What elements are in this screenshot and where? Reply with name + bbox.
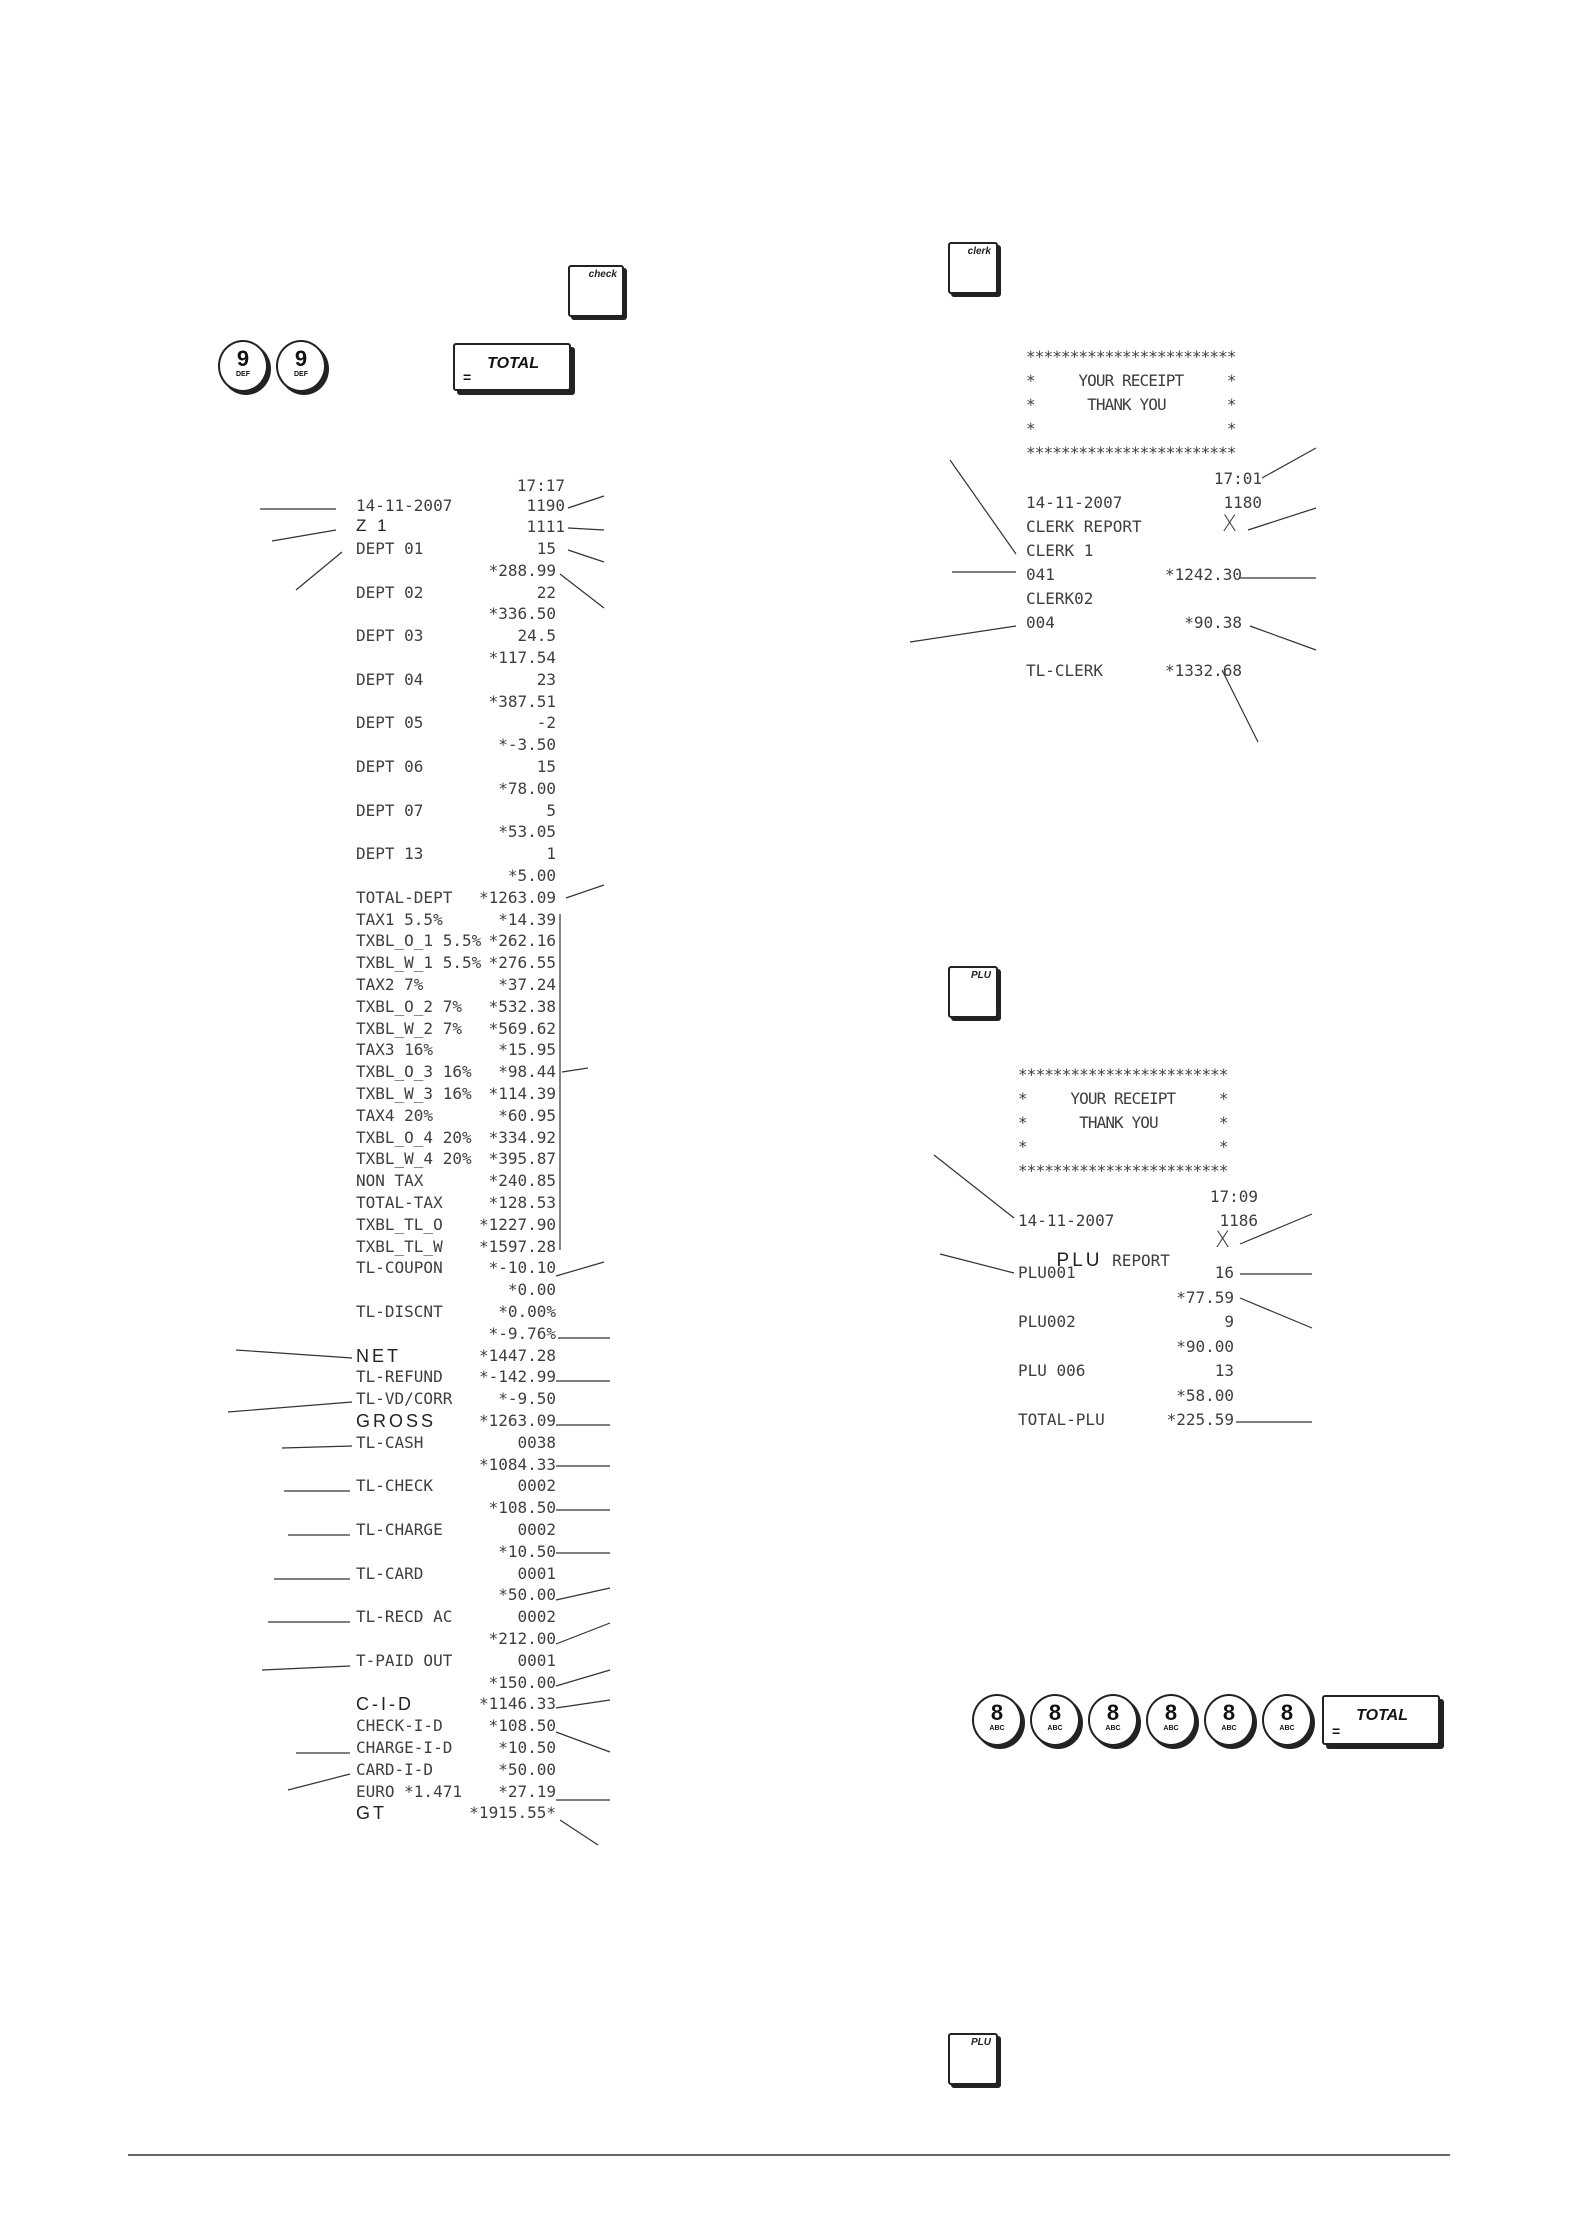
z-row-label: CHECK-I-D bbox=[356, 1716, 443, 1735]
z-row-value: *1146.33 bbox=[478, 1694, 556, 1713]
clerk-row-label: 041 bbox=[1026, 565, 1055, 584]
z-row-label: TAX3 16% bbox=[356, 1040, 434, 1059]
plu-row-label: TOTAL-PLU bbox=[1018, 1410, 1105, 1429]
z-row-value: *-10.10 bbox=[488, 1258, 556, 1277]
z-row-value: *569.62 bbox=[488, 1019, 556, 1038]
z-row-value: *240.85 bbox=[488, 1171, 556, 1190]
eight-key-digit: 8 bbox=[1222, 1700, 1236, 1725]
z-row-value: *288.99 bbox=[488, 561, 556, 580]
clerk-key-label: clerk bbox=[967, 246, 991, 257]
z-row-value: *1084.33 bbox=[478, 1455, 556, 1474]
eight-key-sub: ABC bbox=[989, 1725, 1005, 1732]
z-row-label: TAX4 20% bbox=[356, 1106, 434, 1125]
z-row-value: *262.16 bbox=[488, 931, 556, 950]
z-row-label: DEPT 05 bbox=[356, 713, 424, 732]
nine-key-digit: 9 bbox=[294, 346, 308, 371]
z-row-label: TL-DISCNT bbox=[356, 1302, 443, 1321]
plu-x-mark: X bbox=[1215, 1228, 1231, 1253]
z-row-value: *1447.28 bbox=[478, 1346, 556, 1365]
nine-key-sub: DEF bbox=[236, 371, 250, 378]
z-row-value: -2 bbox=[536, 713, 556, 732]
plu-title-big: PLU bbox=[1056, 1250, 1103, 1271]
z-row-label: TXBL_W_1 5.5% bbox=[356, 953, 482, 972]
z-row-label: TOTAL-TAX bbox=[356, 1193, 443, 1212]
z-row-value: 0038 bbox=[517, 1433, 556, 1452]
z-row-value: *10.50 bbox=[498, 1542, 556, 1561]
z-row-label: TL-RECD AC bbox=[356, 1607, 453, 1626]
eight-key-sub: ABC bbox=[1105, 1725, 1121, 1732]
z-row-value: *387.51 bbox=[488, 692, 556, 711]
z-row-value: *-9.50 bbox=[498, 1389, 556, 1408]
z-label: Z 1 bbox=[356, 516, 390, 535]
z-row-label: TL-CHARGE bbox=[356, 1520, 443, 1539]
z-row-value: 24.5 bbox=[517, 626, 556, 645]
eight-key-digit: 8 bbox=[1048, 1700, 1062, 1725]
eight-key-sub: ABC bbox=[1279, 1725, 1295, 1732]
clerk-row-label: CLERK 1 bbox=[1026, 541, 1094, 560]
clerk-header-line: * * bbox=[1026, 419, 1236, 438]
plu-row-value: *225.59 bbox=[1166, 1410, 1234, 1429]
z-row-label: TXBL_TL_O bbox=[356, 1215, 443, 1234]
total-key-label: TOTAL bbox=[487, 355, 539, 372]
eight-key-digit: 8 bbox=[1164, 1700, 1178, 1725]
z-row-label: TAX2 7% bbox=[356, 975, 424, 994]
z-row-label: GROSS bbox=[356, 1411, 437, 1431]
z-row-value: *1227.90 bbox=[478, 1215, 556, 1234]
plu-header-line: * THANK YOU * bbox=[1018, 1113, 1228, 1132]
z-row-value: *1263.09 bbox=[478, 1411, 556, 1430]
eight-key-digit: 8 bbox=[1280, 1700, 1294, 1725]
eight-key-digit: 8 bbox=[990, 1700, 1004, 1725]
z-row-label: EURO *1.471 bbox=[356, 1782, 462, 1801]
plu-row-value: 13 bbox=[1214, 1361, 1234, 1380]
z-row-label: DEPT 01 bbox=[356, 539, 424, 558]
total-key-label: TOTAL bbox=[1356, 1707, 1408, 1724]
clerk-row-label: 004 bbox=[1026, 613, 1055, 632]
plu-row-label: PLU 006 bbox=[1018, 1361, 1086, 1380]
z-row-label: C-I-D bbox=[356, 1694, 414, 1714]
z-row-value: *14.39 bbox=[498, 910, 556, 929]
z-row-value: 0002 bbox=[517, 1476, 556, 1495]
clerk-row-value: *90.38 bbox=[1184, 613, 1242, 632]
z-date: 14-11-2007 bbox=[356, 496, 453, 515]
z-row-value: *1263.09 bbox=[478, 888, 556, 907]
clerk-row-label: TL-CLERK bbox=[1026, 661, 1104, 680]
z-row-value: *1915.55* bbox=[469, 1803, 556, 1822]
z-row-value: 0002 bbox=[517, 1607, 556, 1626]
z-row-value: *276.55 bbox=[488, 953, 556, 972]
z-row-value: 0001 bbox=[517, 1564, 556, 1583]
z-row-value: *53.05 bbox=[498, 822, 556, 841]
z-row-value: *-3.50 bbox=[498, 735, 556, 754]
clerk-row-value: *1332.68 bbox=[1164, 661, 1242, 680]
z-row-label: TL-CASH bbox=[356, 1433, 424, 1452]
z-row-value: 15 bbox=[536, 757, 556, 776]
z-row-label: DEPT 03 bbox=[356, 626, 424, 645]
z-row-label: TXBL_O_1 5.5% bbox=[356, 931, 482, 950]
plu-row-label: PLU001 bbox=[1018, 1263, 1076, 1282]
z-row-label: TXBL_O_4 20% bbox=[356, 1128, 472, 1147]
z-row-label: TXBL_W_3 16% bbox=[356, 1084, 472, 1103]
plu-date: 14-11-2007 bbox=[1018, 1211, 1115, 1230]
nine-key-sub: DEF bbox=[294, 371, 308, 378]
z-row-value: *212.00 bbox=[488, 1629, 556, 1648]
z-row-label: TOTAL-DEPT bbox=[356, 888, 453, 907]
z-row-label: TXBL_O_3 16% bbox=[356, 1062, 472, 1081]
z-row-value: 22 bbox=[536, 583, 556, 602]
z-row-label: TXBL_W_2 7% bbox=[356, 1019, 462, 1038]
plu-header-line: * * bbox=[1018, 1137, 1228, 1156]
z-row-label: DEPT 02 bbox=[356, 583, 424, 602]
z-row-label: TXBL_O_2 7% bbox=[356, 997, 462, 1016]
clerk-header-line: * THANK YOU * bbox=[1026, 395, 1236, 414]
clerk-header-line: * YOUR RECEIPT * bbox=[1026, 371, 1236, 390]
z-row-label: NON TAX bbox=[356, 1171, 424, 1190]
z-row-value: *5.00 bbox=[507, 866, 556, 885]
clerk-receipt-no: 1180 bbox=[1223, 493, 1262, 512]
z-row-label: TL-COUPON bbox=[356, 1258, 443, 1277]
z-row-label: NET bbox=[356, 1346, 401, 1366]
equals-icon: = bbox=[463, 369, 472, 385]
z-row-label: TL-CARD bbox=[356, 1564, 424, 1583]
eight-key-sub: ABC bbox=[1163, 1725, 1179, 1732]
z-row-value: *15.95 bbox=[498, 1040, 556, 1059]
z-row-value: 5 bbox=[546, 801, 556, 820]
z-counter: 1111 bbox=[526, 517, 565, 536]
equals-icon: = bbox=[1332, 1723, 1341, 1739]
z-receipt-no: 1190 bbox=[526, 496, 565, 515]
z-row-label: DEPT 07 bbox=[356, 801, 424, 820]
clerk-x-mark: X bbox=[1222, 512, 1238, 537]
z-row-label: DEPT 04 bbox=[356, 670, 424, 689]
z-row-label: GT bbox=[356, 1803, 387, 1823]
z-row-label: TL-VD/CORR bbox=[356, 1389, 453, 1408]
z-row-value: 0001 bbox=[517, 1651, 556, 1670]
z-row-value: *532.38 bbox=[488, 997, 556, 1016]
z-row-value: *0.00 bbox=[507, 1280, 556, 1299]
z-row-label: TXBL_TL_W bbox=[356, 1237, 443, 1256]
plu-time: 17:09 bbox=[1209, 1187, 1258, 1206]
z-row-label: TAX1 5.5% bbox=[356, 910, 443, 929]
z-row-value: *117.54 bbox=[488, 648, 556, 667]
z-row-value: *60.95 bbox=[498, 1106, 556, 1125]
plu-row-value: *58.00 bbox=[1176, 1386, 1234, 1405]
check-key-label: check bbox=[588, 269, 617, 280]
plu-header-line: ************************ bbox=[1018, 1065, 1228, 1084]
z-row-value: *-142.99 bbox=[478, 1367, 556, 1386]
plu-title-rest: REPORT bbox=[1102, 1251, 1170, 1270]
z-row-value: *27.19 bbox=[498, 1782, 556, 1801]
plu-row-label: PLU002 bbox=[1018, 1312, 1076, 1331]
z-row-value: *108.50 bbox=[488, 1498, 556, 1517]
eight-key-sub: ABC bbox=[1047, 1725, 1063, 1732]
plu-key-label: PLU bbox=[971, 2037, 991, 2048]
z-row-value: *10.50 bbox=[498, 1738, 556, 1757]
z-row-value: *98.44 bbox=[498, 1062, 556, 1081]
plu-row-value: *90.00 bbox=[1176, 1337, 1234, 1356]
z-row-label: TXBL_W_4 20% bbox=[356, 1149, 472, 1168]
z-row-value: 15 bbox=[536, 539, 556, 558]
plu-receipt-no: 1186 bbox=[1219, 1211, 1258, 1230]
z-row-value: *0.00% bbox=[498, 1302, 556, 1321]
z-row-value: *128.53 bbox=[488, 1193, 556, 1212]
plu-header-line: * YOUR RECEIPT * bbox=[1018, 1089, 1228, 1108]
eight-key-sub: ABC bbox=[1221, 1725, 1237, 1732]
clerk-header-line: ************************ bbox=[1026, 347, 1236, 366]
z-row-value: *108.50 bbox=[488, 1716, 556, 1735]
z-row-value: *1597.28 bbox=[478, 1237, 556, 1256]
plu-row-value: 16 bbox=[1214, 1263, 1234, 1282]
z-row-label: T-PAID OUT bbox=[356, 1651, 453, 1670]
z-row-label: DEPT 06 bbox=[356, 757, 424, 776]
clerk-time: 17:01 bbox=[1213, 469, 1262, 488]
clerk-date: 14-11-2007 bbox=[1026, 493, 1123, 512]
z-time: 17:17 bbox=[516, 476, 565, 495]
z-row-value: *50.00 bbox=[498, 1585, 556, 1604]
z-row-label: DEPT 13 bbox=[356, 844, 424, 863]
z-row-value: *150.00 bbox=[488, 1673, 556, 1692]
z-row-value: *114.39 bbox=[488, 1084, 556, 1103]
z-row-value: *37.24 bbox=[498, 975, 556, 994]
clerk-header-line: ************************ bbox=[1026, 443, 1236, 462]
z-row-value: *334.92 bbox=[488, 1128, 556, 1147]
z-row-label: CARD-I-D bbox=[356, 1760, 434, 1779]
clerk-report-title: CLERK REPORT bbox=[1026, 517, 1142, 536]
z-row-value: *336.50 bbox=[488, 604, 556, 623]
clerk-row-value: *1242.30 bbox=[1164, 565, 1242, 584]
z-row-value: *78.00 bbox=[498, 779, 556, 798]
eight-key-digit: 8 bbox=[1106, 1700, 1120, 1725]
plu-row-value: 9 bbox=[1224, 1312, 1234, 1331]
z-row-label: TL-REFUND bbox=[356, 1367, 443, 1386]
z-row-value: 23 bbox=[536, 670, 556, 689]
z-row-label: TL-CHECK bbox=[356, 1476, 434, 1495]
nine-key-digit: 9 bbox=[236, 346, 250, 371]
z-row-value: *50.00 bbox=[498, 1760, 556, 1779]
plu-header-line: ************************ bbox=[1018, 1161, 1228, 1180]
clerk-row-label: CLERK02 bbox=[1026, 589, 1094, 608]
plu-row-value: *77.59 bbox=[1176, 1288, 1234, 1307]
z-row-value: 1 bbox=[546, 844, 556, 863]
z-row-value: 0002 bbox=[517, 1520, 556, 1539]
z-row-value: *395.87 bbox=[488, 1149, 556, 1168]
z-row-value: *-9.76% bbox=[488, 1324, 556, 1343]
plu-key-label: PLU bbox=[971, 970, 991, 981]
z-row-label: CHARGE-I-D bbox=[356, 1738, 453, 1757]
